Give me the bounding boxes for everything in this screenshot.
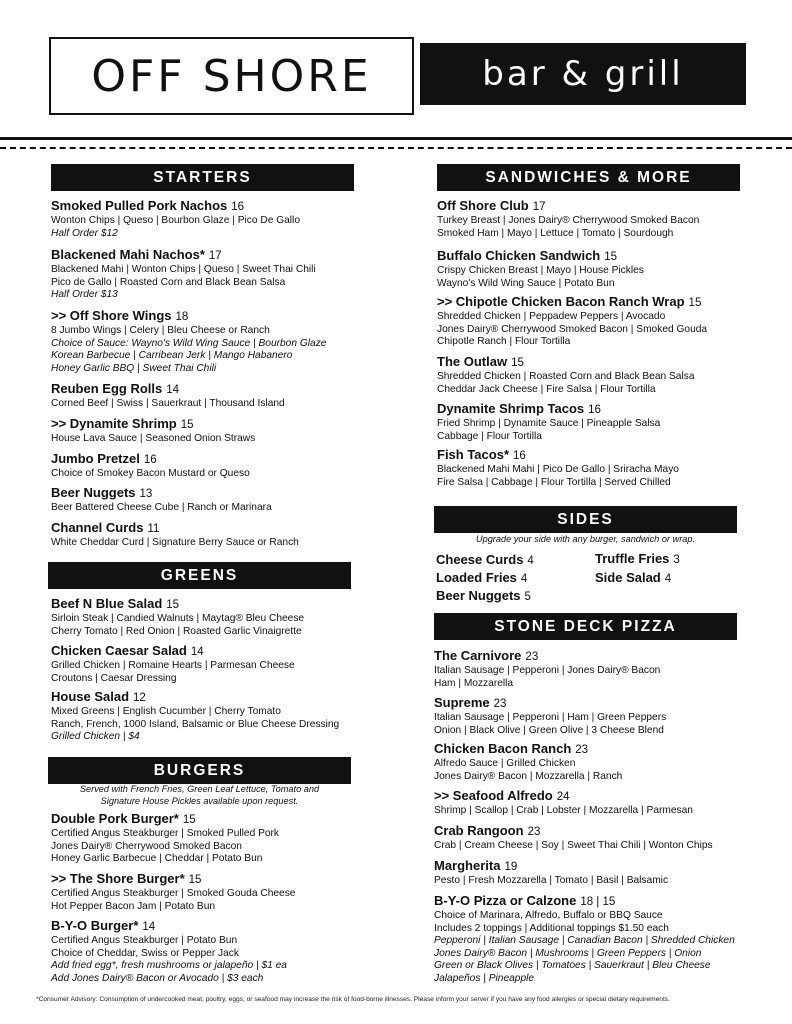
item-description: House Lava Sauce | Seasoned Onion Straws [51, 433, 256, 444]
starters-item [51, 198, 300, 240]
sides-note: Upgrade your side with any burger, sandwich or wrap. [475, 534, 696, 544]
item-description: Choice of Smokey Bacon Mustard or Queso [51, 468, 250, 479]
item-description: Pico de Gallo | Roasted Corn and Black Bean Salsa [51, 276, 286, 288]
item-description: Shredded Chicken | Peppadew Peppers | Avocado [437, 311, 666, 322]
item-description: Mixed Greens | English Cucumber | Cherry Tomato [51, 706, 281, 717]
burgers-item [51, 811, 279, 866]
item-title [434, 788, 693, 805]
item-description: Beer Battered Cheese Cube | Ranch or Marinara [51, 502, 272, 513]
item-title [434, 858, 668, 875]
item-option-note: Half Order $13 [51, 289, 118, 300]
item-description: Turkey Breast | Jones Dairy® Cherrywood Smoked Bacon [437, 215, 700, 226]
item-name: Dynamite Shrimp Tacos [437, 401, 585, 416]
side-item: Loaded Fries 4 [436, 570, 528, 585]
consumer-advisory: *Consumer Advisory: Consumption of undercooked meat, poultry, eggs, or seafood may increase the risk of food-borne illnesses. Please inform your server if you have any food allergies or special dietary requirements. [36, 996, 670, 1003]
item-description: Sirloin Steak | Candied Walnuts | Maytag® Bleu Cheese [51, 613, 305, 624]
item-name: >> Seafood Alfredo [434, 788, 553, 803]
sandwiches-item [437, 294, 707, 349]
item-description: Choice of Cheddar, Swiss or Pepper Jack [51, 947, 239, 959]
item-option-note: Add fried egg*, fresh mushrooms or jalapeño | $1 ea [51, 960, 287, 971]
item-title [51, 451, 250, 468]
starters-item [51, 416, 255, 446]
item-description: 8 Jumbo Wings | Celery | Bleu Cheese or Ranch [51, 325, 270, 336]
item-option-note: Honey Garlic BBQ | Sweet Thai Chili [51, 362, 217, 374]
side-item: Side Salad 4 [595, 570, 672, 585]
item-name: Supreme [434, 695, 490, 710]
item-title [434, 695, 666, 712]
item-description: Cheddar Jack Cheese | Fire Salsa | Flour Tortilla [437, 383, 656, 395]
item-title [434, 648, 660, 665]
section-sandwiches: SANDWICHES & MORE [437, 164, 740, 191]
starters-item [51, 485, 272, 515]
starters-item [51, 520, 299, 550]
header-rule [0, 137, 792, 140]
greens-item [51, 596, 304, 638]
brand-name: OFF SHORE [91, 50, 372, 102]
item-title [51, 381, 285, 398]
section-pizza: STONE DECK PIZZA [434, 613, 737, 640]
item-description: Cherry Tomato | Red Onion | Roasted Garlic Vinaigrette [51, 625, 302, 637]
item-description: Ham | Mozzarella [434, 677, 514, 689]
starters-item [51, 451, 250, 481]
item-price: 23 [493, 698, 507, 710]
item-description: Pesto | Fresh Mozzarella | Tomato | Basil | Balsamic [434, 875, 669, 886]
side-item: Cheese Curds 4 [436, 552, 534, 567]
item-name: >> Off Shore Wings [51, 308, 172, 323]
item-price: 15 [688, 297, 702, 309]
side-item: Beer Nuggets 5 [436, 588, 531, 603]
item-title [434, 823, 713, 840]
item-name: Beer Nuggets [51, 485, 136, 500]
item-price: 11 [147, 523, 160, 535]
item-price: 14 [190, 646, 204, 658]
item-price: 13 [139, 488, 153, 500]
section-burgers: BURGERS [48, 757, 351, 784]
item-description: Shrimp | Scallop | Crab | Lobster | Mozzarella | Parmesan [434, 805, 693, 816]
pizza-item [434, 858, 668, 888]
item-title [437, 354, 695, 371]
item-title [51, 520, 299, 537]
item-title [434, 893, 735, 910]
sandwiches-item [437, 447, 679, 489]
item-title [51, 485, 272, 502]
item-price: 14 [166, 384, 180, 396]
item-name: Reuben Egg Rolls [51, 381, 163, 396]
item-name: Buffalo Chicken Sandwich [437, 248, 601, 263]
pizza-item [434, 823, 713, 853]
item-name: Channel Curds [51, 520, 144, 535]
item-price: 23 [575, 744, 589, 756]
sandwiches-item [437, 198, 699, 240]
item-description: Ranch, French, 1000 Island, Balsamic or Blue Cheese Dressing [51, 718, 340, 730]
item-description: Jones Dairy® Bacon | Mozzarella | Ranch [434, 770, 623, 782]
item-price: 15 [182, 814, 196, 826]
item-description: Fire Salsa | Cabbage | Flour Tortilla | Served Chilled [437, 476, 671, 488]
item-description: Shredded Chicken | Roasted Corn and Black Bean Salsa [437, 371, 695, 382]
item-title [434, 741, 622, 758]
item-name: B-Y-O Burger* [51, 918, 139, 933]
sandwiches-item [437, 401, 660, 443]
item-price: 15 [511, 357, 524, 369]
item-name: Beef N Blue Salad [51, 596, 163, 611]
item-option-note: Jones Dairy® Bacon | Mushrooms | Green Peppers | Onion [434, 947, 702, 959]
item-description: Choice of Marinara, Alfredo, Buffalo or BBQ Sauce [434, 910, 663, 921]
item-name: Crab Rangoon [434, 823, 524, 838]
logo-box [49, 37, 414, 115]
item-name: Jumbo Pretzel [51, 451, 140, 466]
item-description: Crab | Cream Cheese | Soy | Sweet Thai Chili | Wonton Chips [434, 840, 713, 851]
item-title [437, 294, 707, 311]
item-option-note: Green or Black Olives | Tomatoes | Sauerkraut | Bleu Cheese [434, 960, 711, 971]
item-name: >> Dynamite Shrimp [51, 416, 177, 431]
item-price: 17 [208, 250, 222, 262]
item-description: Blackened Mahi | Wonton Chips | Queso | Sweet Thai Chili [51, 264, 316, 275]
brand-sub: bar & grill [482, 54, 684, 94]
item-price: 15 [166, 599, 180, 611]
item-name: >> Chipotle Chicken Bacon Ranch Wrap [437, 294, 685, 309]
item-price: 16 [513, 450, 526, 462]
item-title [437, 248, 644, 265]
pizza-item [434, 648, 660, 690]
item-option-note: Jalapeños | Pineapple [434, 972, 535, 984]
item-name: The Carnivore [434, 648, 522, 663]
item-description: Grilled Chicken | Romaine Hearts | Parmesan Cheese [51, 660, 295, 671]
item-price: 23 [527, 826, 541, 838]
item-name: Chicken Bacon Ranch [434, 741, 572, 756]
header-dashed-rule [0, 147, 792, 149]
item-title [51, 198, 300, 215]
item-option-note: Pepperoni | Italian Sausage | Canadian Bacon | Shredded Chicken [434, 935, 735, 946]
item-name: Fish Tacos* [437, 447, 510, 462]
pizza-item [434, 695, 666, 737]
item-name: Smoked Pulled Pork Nachos [51, 198, 228, 213]
side-item: Truffle Fries 3 [595, 551, 680, 566]
item-description: Certified Angus Steakburger | Smoked Gouda Cheese [51, 888, 296, 899]
item-price: 18 | 15 [580, 896, 616, 908]
item-description: Italian Sausage | Pepperoni | Ham | Green Peppers [434, 712, 667, 723]
item-description: Wayno's Wild Wing Sauce | Potato Bun [437, 277, 615, 289]
item-name: House Salad [51, 689, 130, 704]
item-description: Jones Dairy® Cherrywood Smoked Bacon [51, 840, 242, 852]
item-description: Honey Garlic Barbecue | Cheddar | Potato Bun [51, 853, 263, 864]
starters-item [51, 381, 285, 411]
item-title [51, 643, 295, 660]
item-description: Croutons | Caesar Dressing [51, 672, 177, 684]
item-title [51, 416, 255, 433]
item-price: 15 [180, 419, 194, 431]
pizza-item [434, 893, 735, 985]
item-price: 15 [604, 251, 618, 263]
item-description: Italian Sausage | Pepperoni | Jones Dairy® Bacon [434, 665, 661, 676]
greens-item [51, 643, 295, 685]
item-title [51, 871, 295, 888]
item-name: Chicken Caesar Salad [51, 643, 187, 658]
burgers-note: Served with French Fries, Green Leaf Lettuce, Tomato and Signature House Pickles available upon request. [79, 784, 320, 806]
item-description: Hot Pepper Bacon Jam | Potato Bun [51, 900, 216, 912]
section-sides: SIDES [434, 506, 737, 533]
item-description: Corned Beef | Swiss | Sauerkraut | Thousand Island [51, 398, 285, 409]
greens-item [51, 689, 339, 744]
sandwiches-item [437, 248, 644, 290]
item-price: 12 [133, 692, 146, 704]
pizza-item [434, 741, 622, 783]
item-description: Fried Shrimp | Dynamite Sauce | Pineapple Salsa [437, 418, 661, 429]
item-name: Off Shore Club [437, 198, 529, 213]
item-name: B-Y-O Pizza or Calzone [434, 893, 577, 908]
item-title [51, 247, 316, 264]
item-description: Onion | Black Olive | Green Olive | 3 Cheese Blend [434, 724, 664, 736]
item-description: Certified Angus Steakburger | Potato Bun [51, 935, 238, 946]
sandwiches-item [437, 354, 695, 396]
item-price: 24 [556, 791, 570, 803]
pizza-item [434, 788, 693, 818]
item-option-note: Korean Barbecue | Carribean Jerk | Mango Habanero [51, 350, 293, 361]
item-price: 23 [525, 651, 539, 663]
item-price: 15 [188, 874, 202, 886]
item-name: The Outlaw [437, 354, 508, 369]
burgers-item [51, 918, 287, 985]
logo-tagline-box [420, 43, 746, 105]
item-description: Crispy Chicken Breast | Mayo | House Pickles [437, 265, 644, 276]
starters-item [51, 308, 326, 375]
item-description: Certified Angus Steakburger | Smoked Pulled Pork [51, 828, 280, 839]
item-description: Jones Dairy® Cherrywood Smoked Bacon | Smoked Gouda [437, 323, 708, 335]
item-title [437, 198, 699, 215]
item-description: Cabbage | Flour Tortilla [437, 430, 542, 442]
item-description: Wonton Chips | Queso | Bourbon Glaze | Pico De Gallo [51, 215, 300, 226]
item-description: Chipotle Ranch | Flour Tortilla [437, 336, 571, 347]
item-title [51, 308, 326, 325]
item-price: 17 [532, 201, 546, 213]
item-description: Blackened Mahi Mahi | Pico De Gallo | Sriracha Mayo [437, 464, 679, 475]
item-description: White Cheddar Curd | Signature Berry Sauce or Ranch [51, 537, 299, 548]
item-price: 18 [175, 311, 189, 323]
item-title [437, 401, 660, 418]
item-title [51, 596, 304, 613]
item-title [51, 811, 279, 828]
burgers-item [51, 871, 295, 913]
item-price: 16 [588, 404, 601, 416]
item-option-note: Choice of Sauce: Wayno's Wild Wing Sauce | Bourbon Glaze [51, 337, 327, 349]
item-option-note: Grilled Chicken | $4 [51, 731, 140, 742]
item-name: >> The Shore Burger* [51, 871, 185, 886]
item-title [51, 918, 287, 935]
item-price: 14 [142, 921, 156, 933]
section-greens: GREENS [48, 562, 351, 589]
item-description: Alfredo Sauce | Grilled Chicken [434, 758, 576, 769]
item-price: 16 [231, 201, 245, 213]
item-title [51, 689, 339, 706]
item-name: Blackened Mahi Nachos* [51, 247, 205, 262]
section-starters: STARTERS [51, 164, 354, 191]
item-name: Margherita [434, 858, 501, 873]
item-name: Double Pork Burger* [51, 811, 179, 826]
item-price: 16 [143, 454, 157, 466]
item-option-note: Half Order $12 [51, 227, 118, 239]
item-description: Smoked Ham | Mayo | Lettuce | Tomato | Sourdough [437, 227, 674, 239]
item-option-note: Add Jones Dairy® Bacon or Avocado | $3 each [51, 972, 264, 984]
item-price: 19 [504, 861, 518, 873]
starters-item [51, 247, 316, 302]
item-title [437, 447, 679, 464]
item-description: Includes 2 toppings | Additional toppings $1.50 each [434, 922, 669, 934]
